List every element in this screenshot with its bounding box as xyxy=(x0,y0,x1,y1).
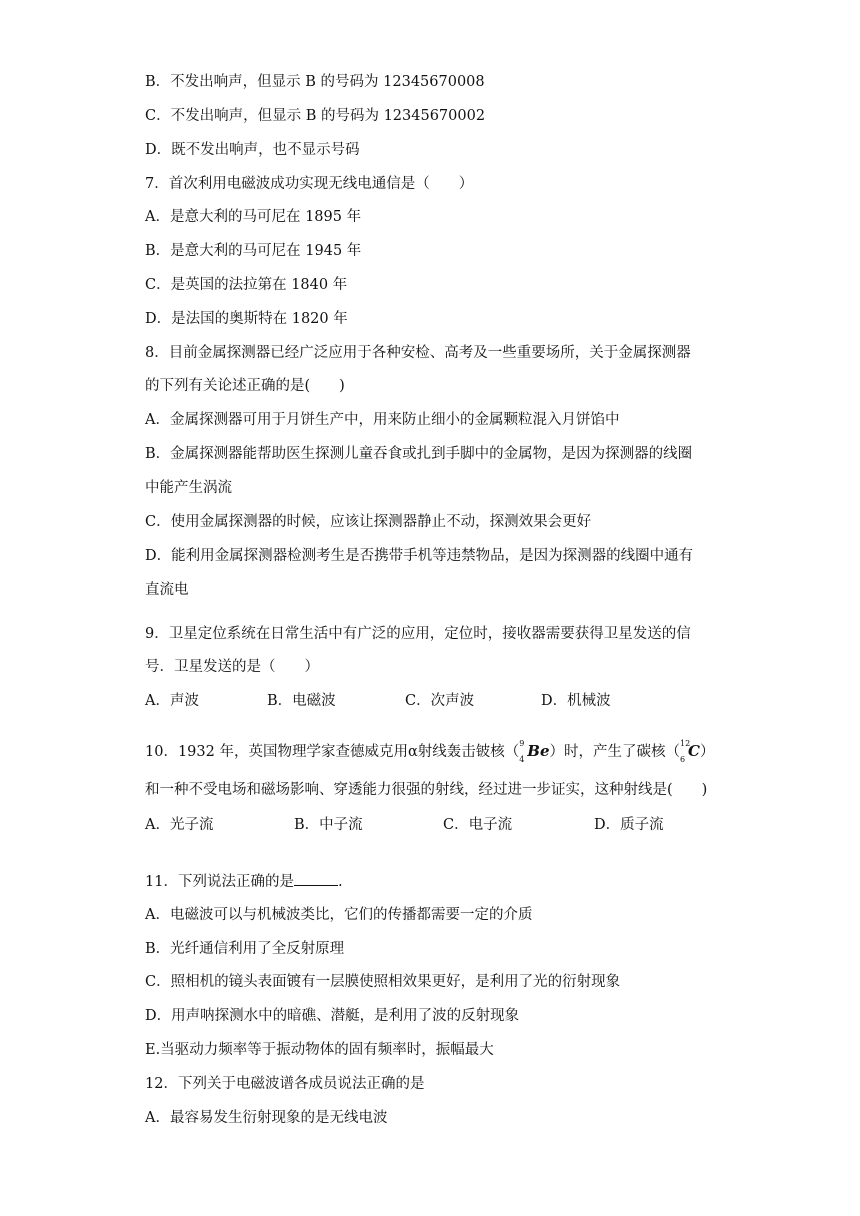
q11-option-a: A．电磁波可以与机械波类比，它们的传播都需要一定的介质 xyxy=(145,907,533,923)
q6-option-d: D．既不发出响声，也不显示号码 xyxy=(145,142,360,158)
q9-stem-line1: 9．卫星定位系统在日常生活中有广泛的应用，定位时，接收器需要获得卫星发送的信 xyxy=(145,626,691,642)
q10-option-b: B．中子流 xyxy=(294,817,363,833)
q9-option-c: C．次声波 xyxy=(405,693,475,709)
q10-option-c: C．电子流 xyxy=(443,817,513,833)
q9-option-a: A．声波 xyxy=(145,693,199,709)
q11-option-d: D．用声呐探测水中的暗礁、潜艇，是利用了波的反射现象 xyxy=(145,1008,520,1024)
q7-option-d: D．是法国的奥斯特在 1820 年 xyxy=(145,311,348,327)
q10-stem-line1 xyxy=(145,741,714,762)
q8-option-c: C．使用金属探测器的时候，应该让探测器静止不动，探测效果会更好 xyxy=(145,514,592,530)
q11-text-end: . xyxy=(337,874,343,890)
q9-option-b: B．电磁波 xyxy=(267,693,336,709)
q11-stem xyxy=(145,871,343,892)
q8-option-b-line2: 中能产生涡流 xyxy=(145,480,232,496)
q6-option-b: B．不发出响声，但显示 B 的号码为 12345670008 xyxy=(145,74,485,90)
answer-blank xyxy=(294,871,338,886)
q9-option-d: D．机械波 xyxy=(541,693,611,709)
be-mass-number: 9 xyxy=(519,739,525,748)
q8-stem-line2: 的下列有关论述正确的是( ) xyxy=(145,378,345,394)
q11-option-e: E.当驱动力频率等于振动物体的固有频率时，振幅最大 xyxy=(145,1042,494,1058)
q6-option-c: C．不发出响声，但显示 B 的号码为 12345670002 xyxy=(145,108,486,124)
q11-option-c: C．照相机的镜头表面镀有一层膜使照相效果更好，是利用了光的衍射现象 xyxy=(145,974,621,990)
q8-option-a: A．金属探测器可用于月饼生产中，用来防止细小的金属颗粒混入月饼馅中 xyxy=(145,412,620,428)
c-symbol: C xyxy=(688,742,700,760)
q8-stem-line1: 8．目前金属探测器已经广泛应用于各种安检、高考及一些重要场所，关于金属探测器 xyxy=(145,345,691,361)
q12-option-a: A．最容易发生衍射现象的是无线电波 xyxy=(145,1110,388,1126)
beryllium-nuclide xyxy=(519,739,550,764)
q7-option-b: B．是意大利的马可尼在 1945 年 xyxy=(145,243,362,259)
q8-option-d-line2: 直流电 xyxy=(145,582,189,598)
q10-text-post: ） xyxy=(699,744,715,760)
q8-option-d-line1: D．能利用金属探测器检测考生是否携带手机等违禁物品，是因为探测器的线圈中通有 xyxy=(145,548,694,564)
q10-stem-line2: 和一种不受电场和磁场影响、穿透能力很强的射线，经过进一步证实，这种射线是( ) xyxy=(145,782,708,798)
c-mass-number: 12 xyxy=(680,739,691,748)
q10-text-pre: 10．1932 年，英国物理学家查德威克用α射线轰击铍核（ xyxy=(145,744,520,760)
q12-stem: 12．下列关于电磁波谱各成员说法正确的是 xyxy=(145,1076,425,1092)
q11-option-b: B．光纤通信利用了全反射原理 xyxy=(145,941,345,957)
be-atomic-number: 4 xyxy=(519,755,525,764)
q11-text: 11．下列说法正确的是 xyxy=(145,874,294,890)
be-symbol: Be xyxy=(527,742,550,760)
q8-option-b-line1: B．金属探测器能帮助医生探测儿童吞食或扎到手脚中的金属物，是因为探测器的线圈 xyxy=(145,446,693,462)
q10-text-mid: ）时，产生了碳核（ xyxy=(549,744,680,760)
q9-stem-line2: 号．卫星发送的是（ ） xyxy=(145,659,319,675)
q10-option-d: D．质子流 xyxy=(594,817,664,833)
q7-option-a: A．是意大利的马可尼在 1895 年 xyxy=(145,209,362,225)
q7-stem: 7．首次利用电磁波成功实现无线电通信是（ ） xyxy=(145,176,474,192)
q7-option-c: C．是英国的法拉第在 1840 年 xyxy=(145,277,348,293)
carbon-nuclide xyxy=(680,739,700,764)
q10-option-a: A．光子流 xyxy=(145,817,214,833)
c-atomic-number: 6 xyxy=(680,755,686,764)
